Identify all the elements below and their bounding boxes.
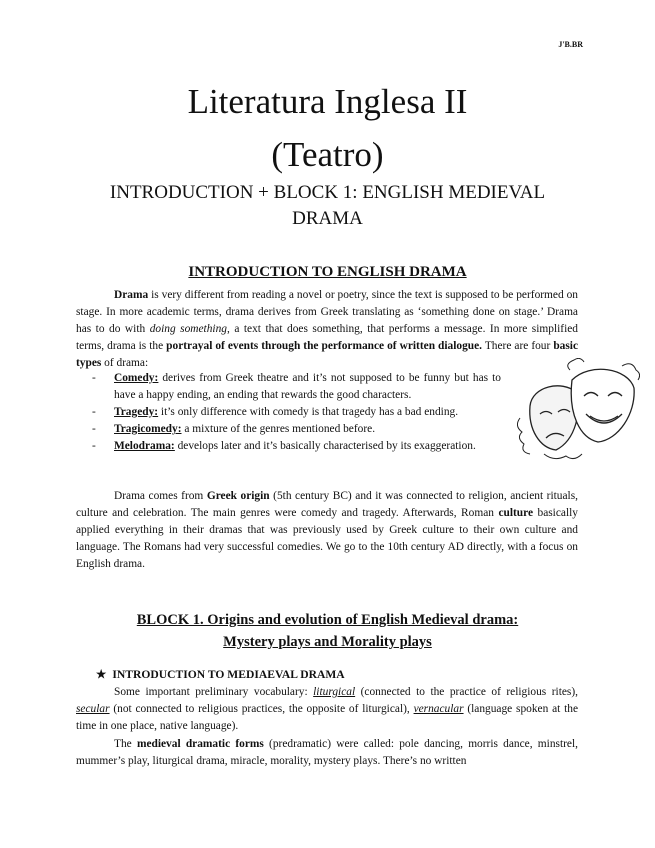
text-run: (connected to the practice of religious rites), (355, 686, 578, 698)
text-run: (language spoken at the time in one place, native language). (76, 703, 579, 732)
term-melodrama: Melodrama: (114, 440, 175, 452)
page-title-line1: Literatura Inglesa II (187, 82, 468, 121)
term-portrayal: portrayal of events through the performance of written dialogue. (166, 340, 483, 352)
term-dramatic-forms: medieval dramatic forms (136, 738, 264, 750)
text-run: There are four (482, 340, 554, 352)
text-run: (predramatic) were called: pole dancing, morris dance, minstrel, mummer’s play, liturgical drama, miracle, morality, mystery plays. There’s no written (76, 738, 578, 767)
list-text: develops later and it’s basically characterised by its exaggeration. (174, 440, 476, 452)
page-subtitle: INTRODUCTION + BLOCK 1: ENGLISH MEDIEVAL DRAMA (109, 182, 546, 229)
list-text: it’s only difference with comedy is that tragedy has a bad ending. (158, 406, 459, 418)
paragraph-greek-origin (76, 488, 578, 573)
term-doing-something: doing something (149, 323, 227, 335)
drama-types-list (76, 370, 501, 455)
list-dash: - (92, 440, 96, 452)
term-culture: culture (498, 507, 534, 519)
term-greek-origin: Greek origin (206, 490, 270, 502)
text-run: basically applied everything in their dramas that was previously used by Greek culture to their own culture and language. The Romans had very successful comedies. We go to the 10th century AD directly, with a focus on English drama. (76, 507, 578, 570)
text-run: Some important preliminary vocabulary: (114, 686, 314, 698)
paragraph-vocabulary (76, 684, 578, 735)
list-text: a mixture of the genres mentioned before. (181, 423, 376, 435)
list-dash: - (92, 406, 96, 418)
term-tragicomedy: Tragicomedy: (114, 423, 182, 435)
list-item-comedy (76, 370, 501, 404)
term-basic-types: basic types (76, 340, 578, 369)
section-heading-intro: INTRODUCTION TO ENGLISH DRAMA (188, 264, 467, 280)
text-run: Drama comes from (114, 490, 207, 502)
text-run: (5th century BC) and it was connected to religion, ancient rituals, culture and celebration. The main genres were comedy and tragedy. Afterwards, Roman (76, 490, 578, 519)
term-secular: secular (76, 703, 110, 715)
header-tag: J'B.BR (558, 40, 583, 49)
text-run: is very different from reading a novel or poetry, since the text is supposed to be performed on stage. In more academic terms, drama derives from Greek translating as ‘something done on stage.’ Drama has to do with (76, 289, 578, 335)
list-item-tragicomedy (76, 421, 501, 438)
block1-heading (60, 609, 595, 653)
text-run: of drama: (101, 357, 149, 369)
subheading-mediaeval-drama (96, 667, 345, 681)
list-item-melodrama (76, 438, 501, 455)
list-dash: - (92, 372, 96, 384)
term-liturgical: liturgical (313, 686, 356, 698)
list-text: derives from Greek theatre and it’s not supposed to be funny but has to have a happy ending, an ending that rewards the good characters. (114, 372, 501, 401)
star-icon: ★ (96, 668, 107, 681)
list-dash: - (92, 423, 96, 435)
list-item-tragedy (76, 404, 501, 421)
text-run: The (114, 738, 137, 750)
text-run: , a text that does something, that performs a message. In more simplified terms, drama is the (76, 323, 578, 352)
block1-heading-line1: BLOCK 1. Origins and evolution of English Medieval drama: (136, 612, 519, 628)
paragraph-drama-definition (76, 287, 578, 372)
term-drama: Drama (114, 289, 149, 301)
comedy-tragedy-masks-icon (510, 358, 640, 470)
page-title-line2: (Teatro) (271, 135, 384, 174)
term-comedy: Comedy: (114, 372, 159, 384)
paragraph-dramatic-forms (76, 736, 578, 770)
block1-heading-line2: Mystery plays and Morality plays (223, 634, 432, 650)
text-run: (not connected to religious practices, the opposite of liturgical), (109, 703, 414, 715)
term-vernacular: vernacular (413, 703, 464, 715)
term-tragedy: Tragedy: (114, 406, 159, 418)
subheading-text: INTRODUCTION TO MEDIAEVAL DRAMA (112, 668, 345, 681)
